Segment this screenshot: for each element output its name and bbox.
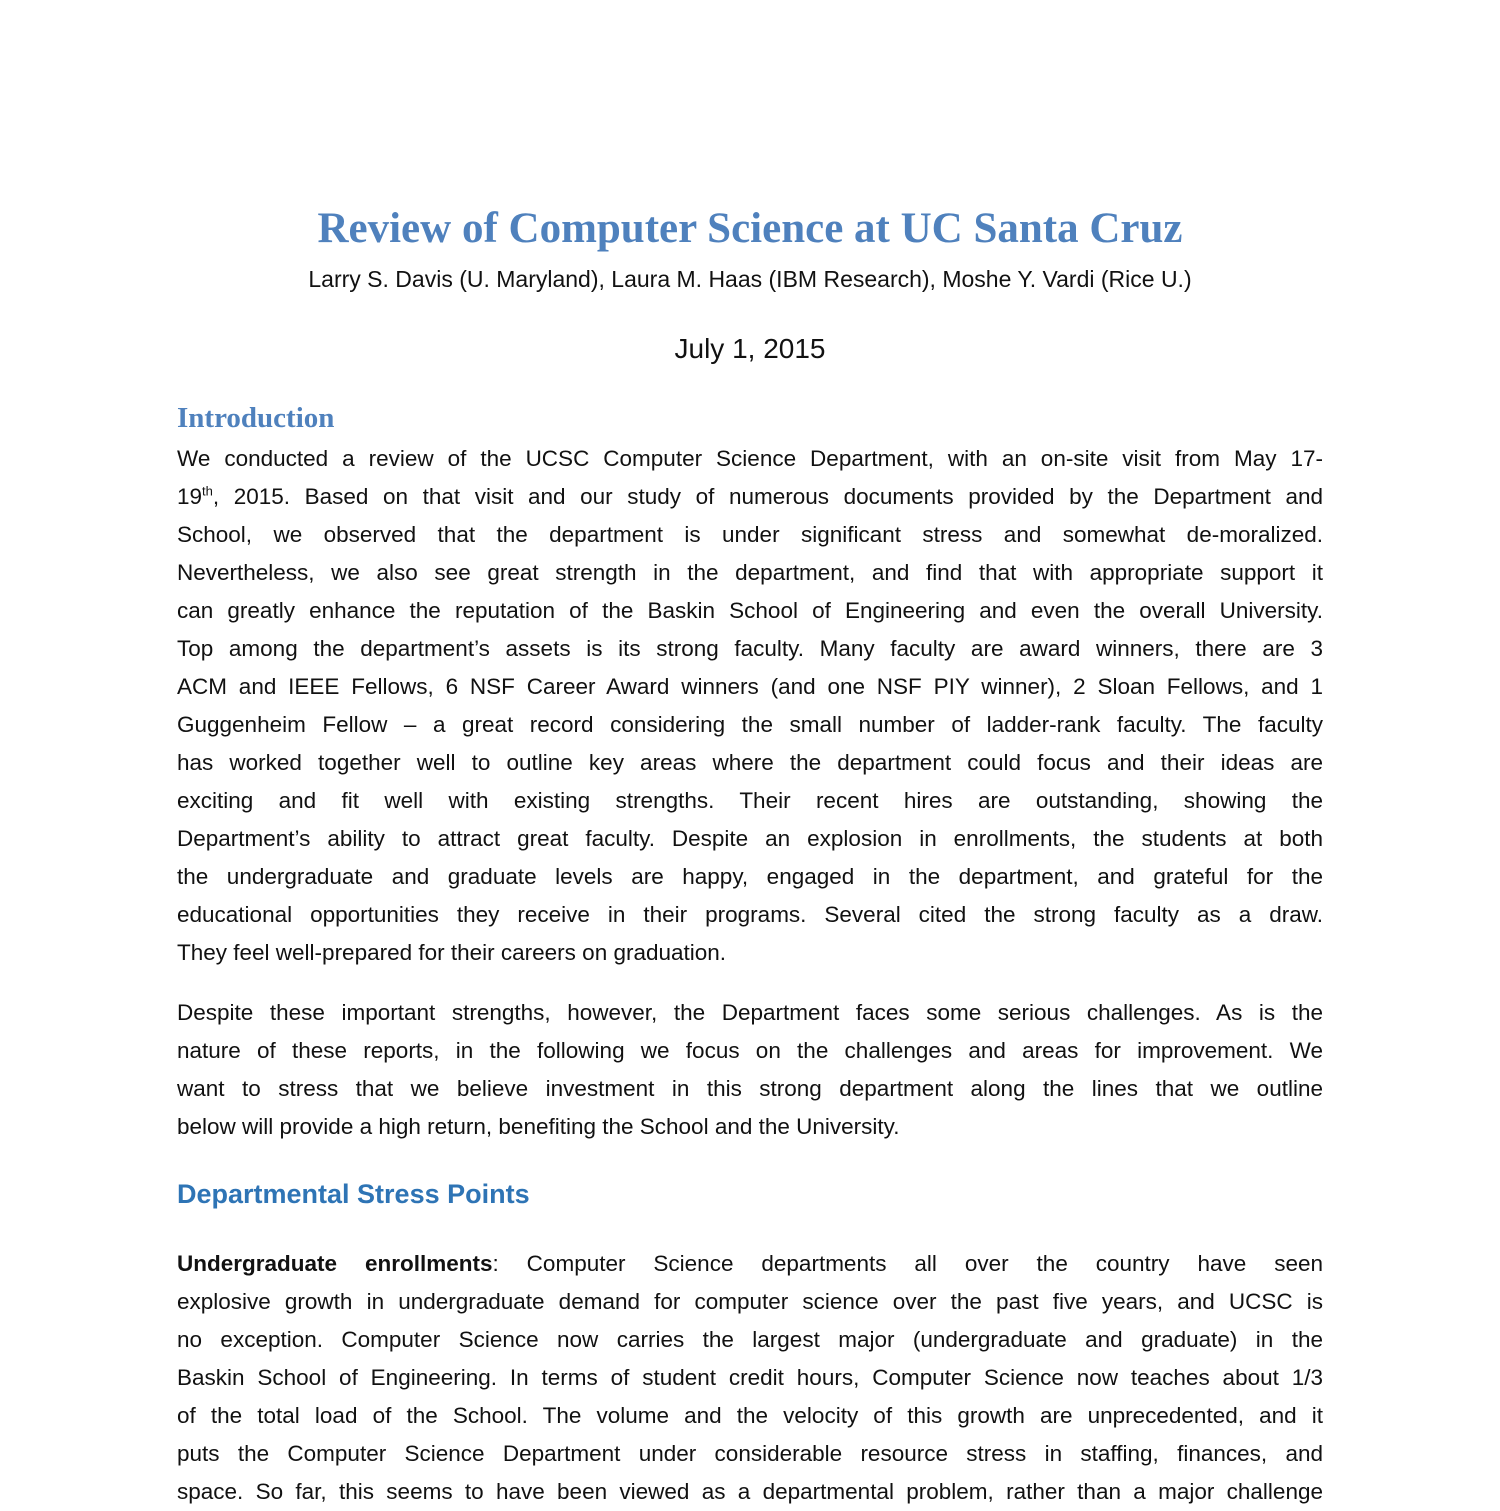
text-line: of the total load of the School. The volume and the velocity of this growth are unprecedented, and it xyxy=(177,1403,1323,1428)
document-authors: Larry S. Davis (U. Maryland), Laura M. Haas (IBM Research), Moshe Y. Vardi (Rice U.) xyxy=(308,266,1192,292)
text-line: They feel well-prepared for their careers on graduation. xyxy=(177,940,727,965)
text-fragment: : Computer Science departments all over the country have seen xyxy=(492,1251,1323,1276)
text-line: Department’s ability to attract great faculty. Despite an explosion in enrollments, the students at both xyxy=(177,826,1323,851)
text-line: School, we observed that the department is under significant stress and somewhat de-moralized. xyxy=(177,522,1323,547)
run-in-heading: Undergraduate enrollments xyxy=(177,1251,493,1276)
superscript: th xyxy=(202,483,213,499)
introduction-paragraph-2 xyxy=(177,994,1323,1146)
text-line: Despite these important strengths, however, the Department faces some serious challenges. As is the xyxy=(177,1000,1323,1025)
text-line: Guggenheim Fellow – a great record considering the small number of ladder-rank faculty. The faculty xyxy=(177,712,1323,737)
text-line: explosive growth in undergraduate demand for computer science over the past five years, and UCSC is xyxy=(177,1289,1323,1314)
text-line: ACM and IEEE Fellows, 6 NSF Career Award winners (and one NSF PIY winner), 2 Sloan Fellows, and 1 xyxy=(177,674,1323,699)
document-title: Review of Computer Science at UC Santa Cruz xyxy=(317,205,1183,252)
text-line: nature of these reports, in the following we focus on the challenges and areas for improvement. We xyxy=(177,1038,1323,1063)
text-line: want to stress that we believe investment in this strong department along the lines that we outline xyxy=(177,1076,1323,1101)
text-line xyxy=(177,1245,1323,1283)
text-line xyxy=(177,478,1323,516)
text-line: has worked together well to outline key areas where the department could focus and their ideas are xyxy=(177,750,1323,775)
text-line: below will provide a high return, benefiting the School and the University. xyxy=(177,1114,900,1139)
text-line: can greatly enhance the reputation of the Baskin School of Engineering and even the overall University. xyxy=(177,598,1323,623)
introduction-paragraph-1 xyxy=(177,440,1323,972)
text-line: educational opportunities they receive in their programs. Several cited the strong faculty as a draw. xyxy=(177,902,1323,927)
text-fragment: , 2015. Based on that visit and our study of numerous documents provided by the Department and xyxy=(212,484,1323,509)
text-line: We conducted a review of the UCSC Computer Science Department, with an on-site visit from May 17- xyxy=(177,446,1323,471)
text-line: no exception. Computer Science now carries the largest major (undergraduate and graduate) in the xyxy=(177,1327,1323,1352)
text-line: Nevertheless, we also see great strength in the department, and find that with appropriate support it xyxy=(177,560,1323,585)
heading-introduction: Introduction xyxy=(177,402,335,434)
text-line: puts the Computer Science Department under considerable resource stress in staffing, finances, and xyxy=(177,1441,1323,1466)
text-line: exciting and fit well with existing strengths. Their recent hires are outstanding, showing the xyxy=(177,788,1323,813)
stress-points-paragraph-1 xyxy=(177,1245,1323,1511)
document-date: July 1, 2015 xyxy=(674,333,826,364)
text-line: the undergraduate and graduate levels are happy, engaged in the department, and grateful for the xyxy=(177,864,1323,889)
text-line: space. So far, this seems to have been viewed as a departmental problem, rather than a major challenge xyxy=(177,1479,1323,1504)
heading-departmental-stress-points: Departmental Stress Points xyxy=(177,1179,530,1209)
text-line: Baskin School of Engineering. In terms of student credit hours, Computer Science now teaches about 1/3 xyxy=(177,1365,1323,1390)
text-fragment: 19 xyxy=(177,484,203,509)
text-line: Top among the department’s assets is its strong faculty. Many faculty are award winners, there are 3 xyxy=(177,636,1323,661)
